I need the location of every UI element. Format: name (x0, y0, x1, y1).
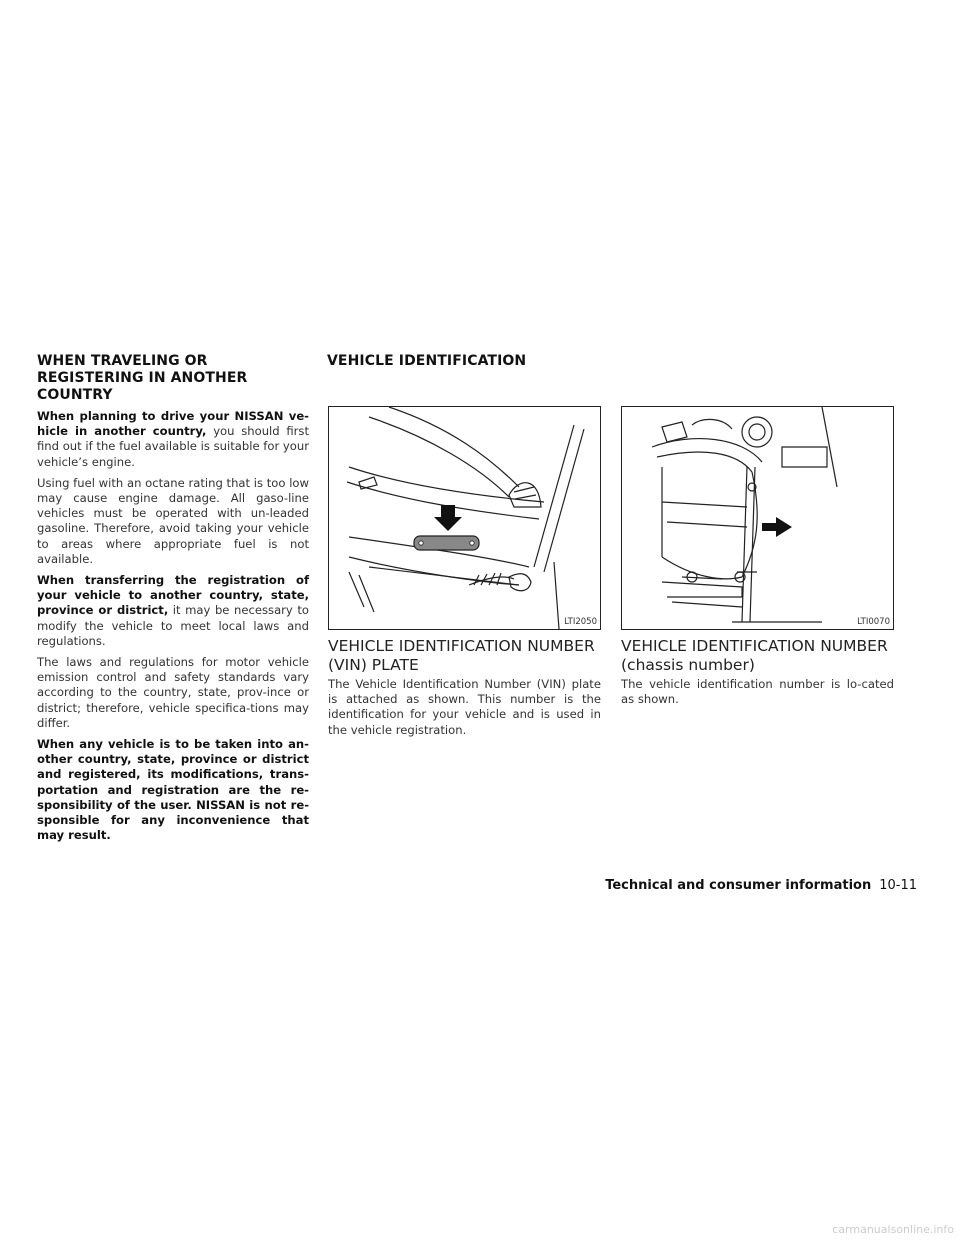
paragraph (37, 655, 309, 731)
section-heading-traveling: WHEN TRAVELING OR REGISTERING IN ANOTHER COUNTRY (37, 353, 248, 403)
paragraph-text: you should first find out if the fuel available is suitable for your vehicle’s engine. (37, 424, 309, 469)
chassis-number-drawing (622, 407, 893, 629)
paragraph-text: Using fuel with an octane rating that is too low may cause engine damage. All gaso-line vehicles must be operated with un-leaded gasoline. Therefore, avoid taking your vehicle to areas where appropriate fuel is not available. (37, 475, 309, 566)
figure-code: LTI2050 (564, 617, 597, 627)
paragraph (37, 476, 309, 567)
footer-section-title: Technical and consumer information (605, 878, 872, 893)
paragraph (37, 737, 309, 843)
vin-plate-subheading: VEHICLE IDENTIFICATION NUMBER (VIN) PLATE (328, 637, 595, 674)
paragraph-text: The laws and regulations for motor vehicle emission control and safety standards vary according to the country, state, prov-ince or district; therefore, vehicle specifica-tions may differ. (37, 655, 309, 730)
section-heading-vehicle-identification: VEHICLE IDENTIFICATION (327, 353, 527, 369)
chassis-number-illustration (621, 406, 894, 630)
vin-plate-illustration (328, 406, 601, 630)
vin-plate-drawing (329, 407, 600, 629)
paragraph-bold: When any vehicle is to be taken into an-other country, state, province or district and registered, its modifications, trans-portation and registration are the re-sponsibility of the user. NISSAN is not re-sponsible for any inconvenience that may result. (37, 737, 309, 843)
page-number: 10-11 (879, 878, 917, 893)
watermark: carmanualsonline.info (832, 1223, 954, 1236)
vin-plate-description: The Vehicle Identification Number (VIN) plate is attached as shown. This number is the identification for your vehicle and is used in the vehicle registration. (328, 677, 601, 737)
paragraph-bold: When transferring the registration of your vehicle to another country, state, province or district, (37, 573, 309, 618)
chassis-number-subheading: VEHICLE IDENTIFICATION NUMBER (chassis number) (621, 637, 888, 674)
page-footer (605, 878, 917, 893)
traveling-text-column (37, 409, 309, 849)
paragraph (37, 409, 309, 470)
chassis-number-description: The vehicle identification number is lo-cated as shown. (621, 677, 894, 707)
paragraph (37, 573, 309, 649)
paragraph-bold: When planning to drive your NISSAN ve-hicle in another country, (37, 409, 309, 439)
figure-code: LTI0070 (857, 617, 890, 627)
paragraph-text: it may be necessary to modify the vehicle to meet local laws and regulations. (37, 603, 309, 648)
